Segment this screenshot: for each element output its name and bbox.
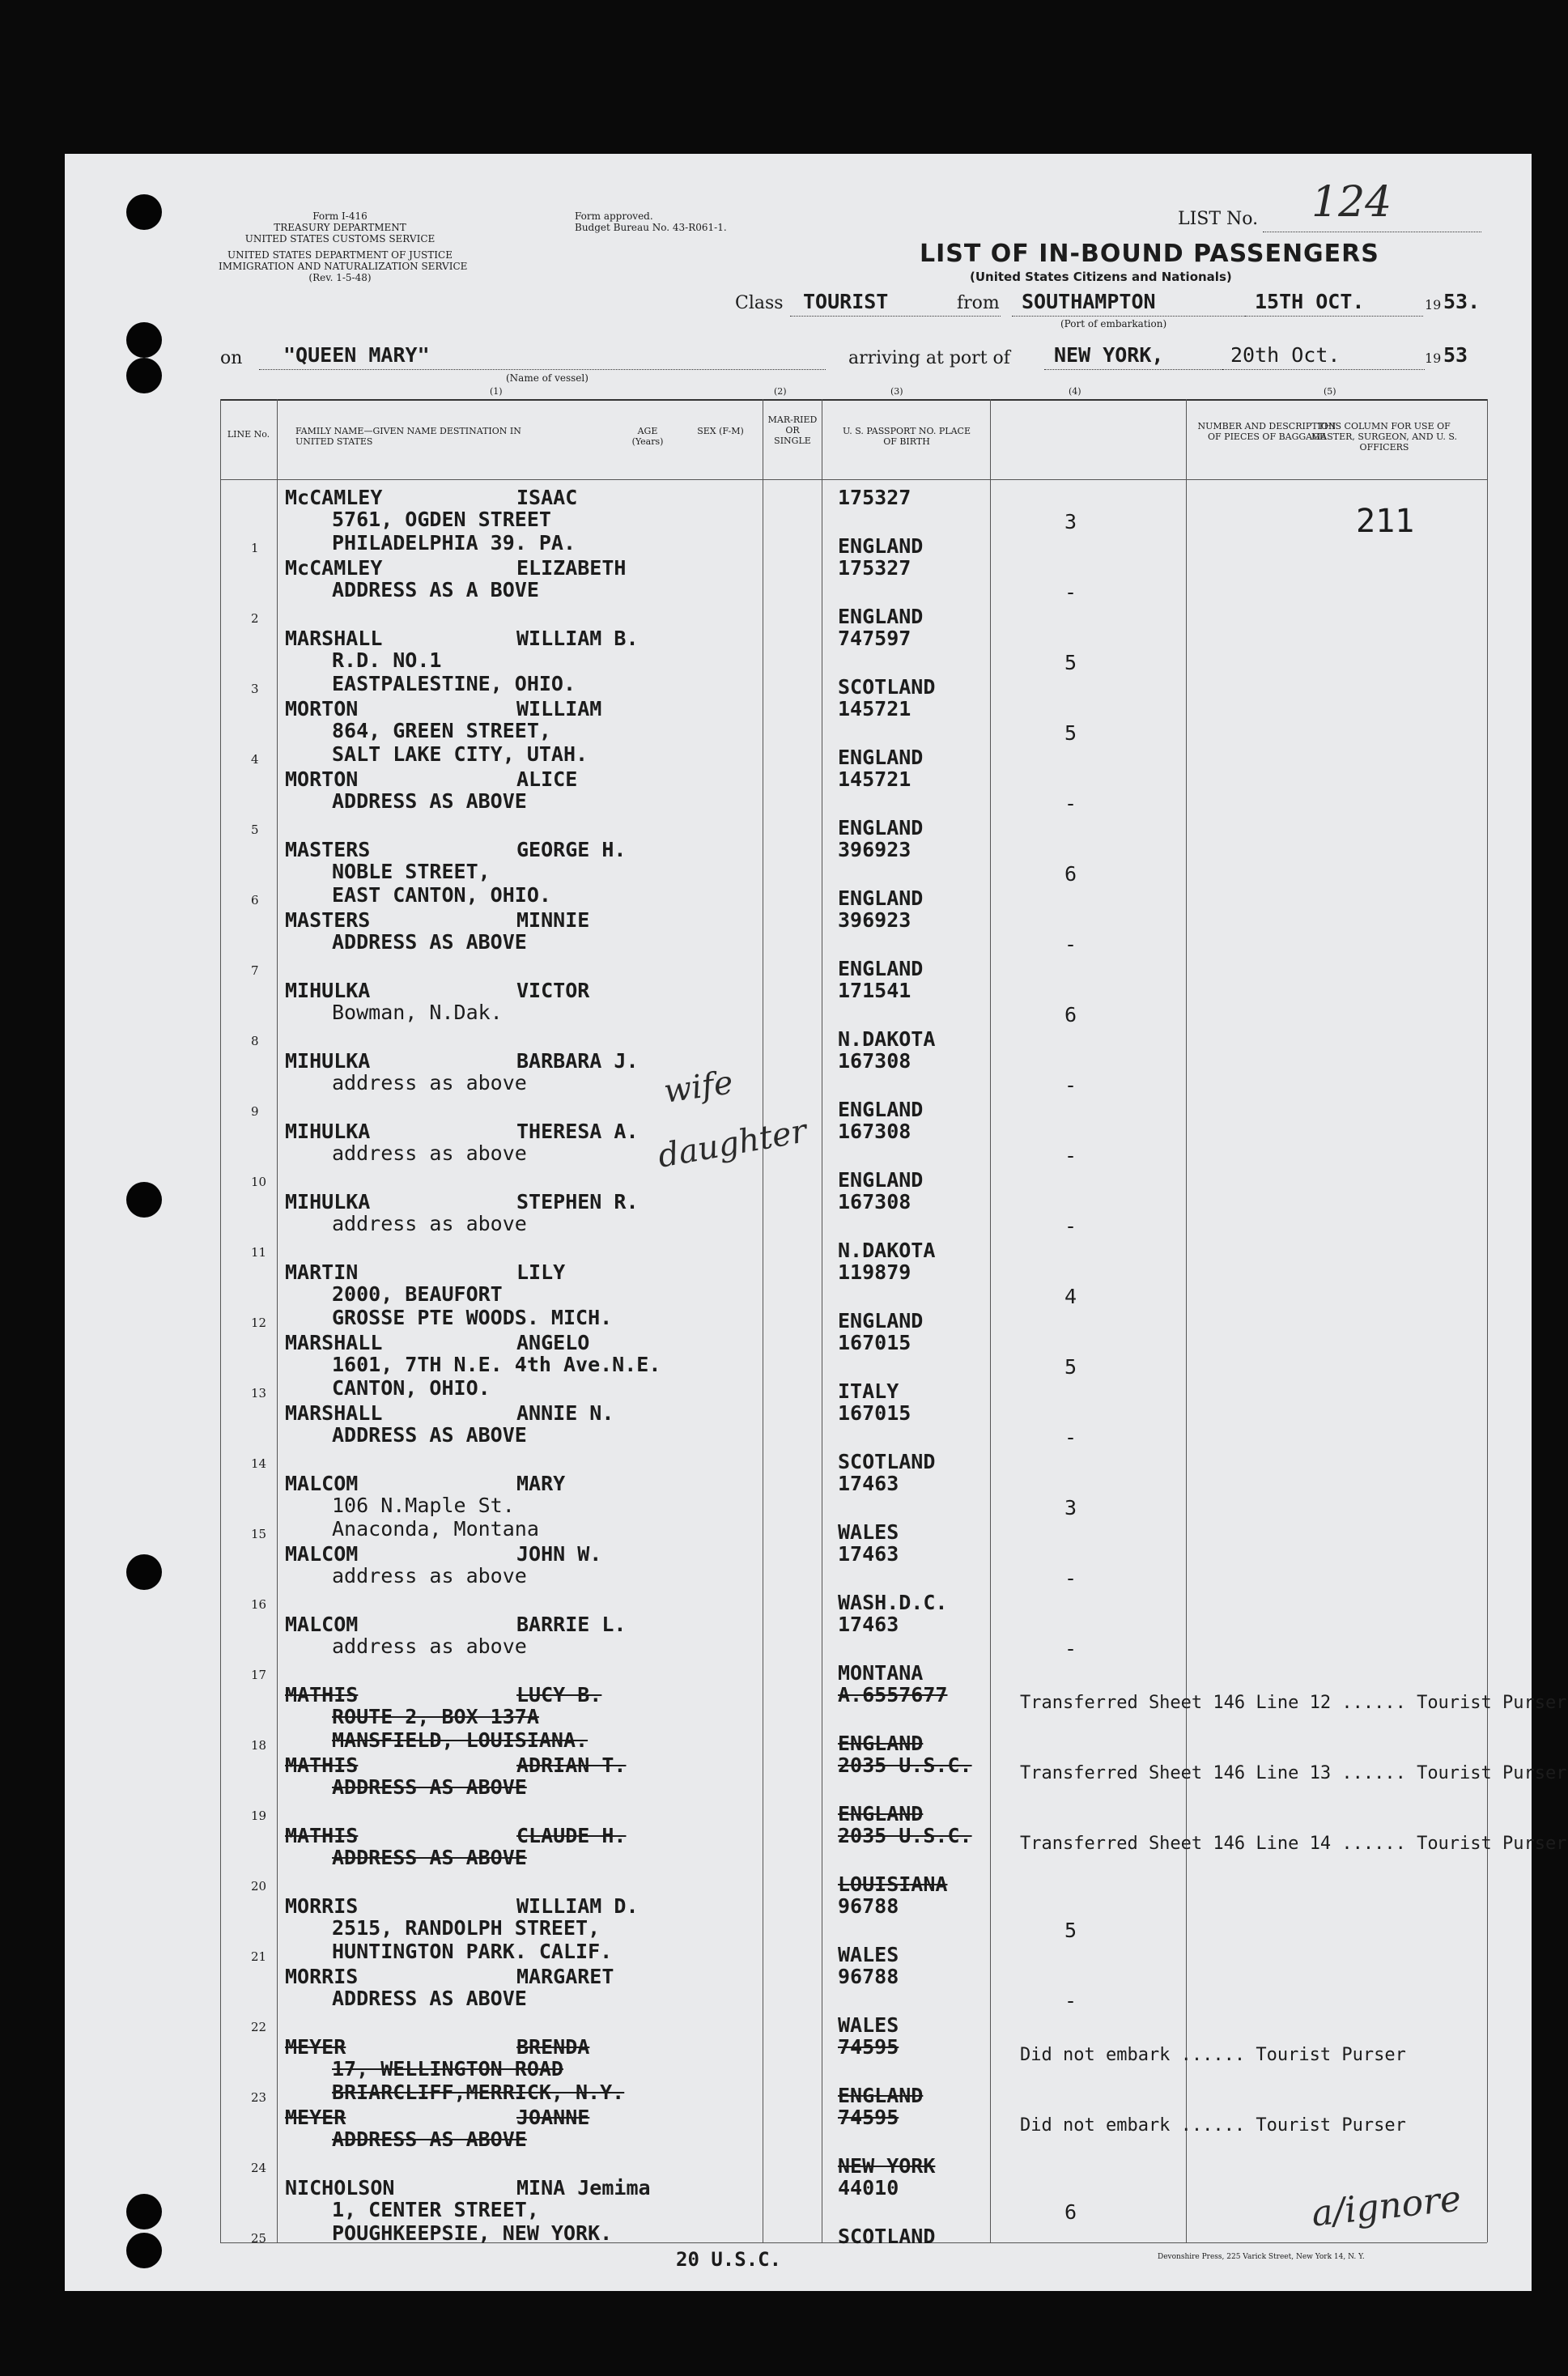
officer-note: Transferred Sheet 146 Line 14 ...... Tourist Purser [1020,1834,1567,1854]
address-line-1: ADDRESS AS ABOVE [332,2127,527,2151]
table-row [65,2176,1487,2246]
table-row [65,838,1487,908]
officer-note: Transferred Sheet 146 Line 12 ...... Tourist Purser [1020,1693,1567,1713]
address-line-1: 106 N.Maple St. [332,1494,515,1517]
baggage-count: 6 [1064,862,1077,886]
officer-note: Transferred Sheet 146 Line 13 ...... Tourist Purser [1020,1763,1567,1783]
passport-number: 145721 [838,697,911,720]
family-name: MASTERS [285,908,371,932]
passport-number: 167015 [838,1401,911,1425]
family-name: MARSHALL [285,627,383,650]
table-row [65,1542,1487,1613]
table-row [65,486,1487,556]
line-number: 23 [251,2090,267,2105]
binder-hole [126,322,162,358]
address-line-2: EAST CANTON, OHIO. [332,883,551,907]
passport-number: 167308 [838,1049,911,1073]
line-number: 18 [251,1738,267,1753]
line-number: 14 [251,1456,267,1471]
place-of-birth: ENGLAND [838,816,924,839]
family-name: MORTON [285,767,359,791]
given-name: BRENDA [516,2035,590,2059]
col-num-3: (3) [890,386,903,397]
address-line-2: BRIARCLIFF,MERRICK, N.Y. [332,2081,625,2104]
address-line-1: 5761, OGDEN STREET [332,508,551,531]
col-num-2: (2) [774,386,787,397]
given-name: THERESA A. [516,1120,639,1143]
officer-note: 211 [1356,503,1415,540]
passport-number: 396923 [838,838,911,861]
baggage-count: 6 [1064,2200,1077,2224]
baggage-count: 6 [1064,1003,1077,1026]
family-name: MORTON [285,697,359,720]
place-of-birth: N.DAKOTA [838,1239,936,1262]
baggage-count: - [1064,792,1077,815]
col-header-passport: U. S. PASSPORT NO. PLACE OF BIRTH [842,426,971,447]
baggage-count: - [1064,1566,1077,1590]
budget-approval: Form approved. Budget Bureau No. 43-R061-1. [575,210,727,233]
col-header-age: AGE (Years) [631,426,664,447]
address-line-1: ADDRESS AS ABOVE [332,1987,527,2010]
baggage-count: - [1064,1426,1077,1449]
table-row [65,627,1487,697]
given-name: ELIZABETH [516,556,627,580]
place-of-birth: ENGLAND [838,605,924,628]
place-of-birth: WALES [838,1943,899,1966]
baggage-count: 5 [1064,1355,1077,1379]
col-header-officers: THIS COLUMN FOR USE OF MASTER, SURGEON, AND U. S. OFFICERS [1311,421,1457,453]
passenger-manifest-sheet [65,154,1567,2291]
table-row [65,979,1487,1049]
family-name: MIHULKA [285,1120,371,1143]
passport-number: 167308 [838,1190,911,1214]
arriving-label: arriving at port of [848,348,1010,368]
given-name: MINA Jemima [516,2176,651,2200]
family-name: MIHULKA [285,1190,371,1214]
departure-year: 53. [1443,290,1481,313]
dep-year-prefix: 19 [1425,297,1442,312]
address-line-1: 2000, BEAUFORT [332,1282,503,1306]
address-line-1: Bowman, N.Dak. [332,1001,503,1024]
passport-number: 171541 [838,979,911,1002]
place-of-birth: N.DAKOTA [838,1027,936,1051]
family-name: MATHIS [285,1824,359,1847]
family-name: MATHIS [285,1753,359,1777]
baggage-count: 3 [1064,510,1077,533]
given-name: GEORGE H. [516,838,627,861]
passport-number: 175327 [838,486,911,509]
family-name: McCAMLEY [285,556,383,580]
given-name: MARGARET [516,1965,614,1988]
col-header-married: MAR-RIED OR SINGLE [767,414,818,446]
address-line-1: 2515, RANDOLPH STREET, [332,1916,601,1940]
given-name: BARBARA J. [516,1049,639,1073]
address-line-2: Anaconda, Montana [332,1517,539,1541]
address-line-1: ADDRESS AS ABOVE [332,789,527,813]
family-name: MASTERS [285,838,371,861]
passport-number: 74595 [838,2035,899,2059]
passport-number: 2035 U.S.C. [838,1753,972,1777]
arrival-year: 53 [1443,343,1468,367]
line-number: 20 [251,1879,267,1894]
place-of-birth: NEW YORK [838,2154,936,2178]
place-of-birth: MONTANA [838,1661,924,1685]
line-number: 19 [251,1809,267,1823]
given-name: CLAUDE H. [516,1824,627,1847]
address-line-1: ADDRESS AS ABOVE [332,1846,527,1869]
baggage-count: - [1064,1214,1077,1238]
given-name: VICTOR [516,979,590,1002]
address-line-1: address as above [332,1071,527,1094]
line-number: 12 [251,1316,267,1330]
address-line-2: HUNTINGTON PARK. CALIF. [332,1940,613,1963]
baggage-count: - [1064,933,1077,956]
address-line-1: NOBLE STREET, [332,860,491,883]
table-top-border [220,399,1487,401]
address-line-1: 17, WELLINGTON ROAD [332,2057,563,2081]
place-of-birth: ENGLAND [838,1732,924,1755]
binder-hole [126,194,162,230]
table-row [65,1401,1487,1472]
list-no-label: LIST No. [1178,209,1259,229]
col-header-baggage: NUMBER AND DESCRIPTION OF PIECES OF BAGGAGE [1197,421,1336,442]
place-of-birth: ENGLAND [838,1802,924,1826]
address-line-1: ADDRESS AS ABOVE [332,930,527,954]
address-line-1: R.D. NO.1 [332,648,442,672]
line-number: 16 [251,1597,267,1612]
family-name: McCAMLEY [285,486,383,509]
from-label: from [957,293,1000,313]
place-of-birth: ENGLAND [838,886,924,910]
baggage-count: - [1064,1144,1077,1167]
address-line-1: address as above [332,1564,527,1588]
passport-number: 167308 [838,1120,911,1143]
table-row [65,2106,1487,2176]
place-of-birth: WALES [838,1520,899,1544]
given-name: LUCY B. [516,1683,602,1707]
line-number: 3 [251,682,259,696]
address-line-1: ADDRESS AS ABOVE [332,1423,527,1447]
arr-year-prefix: 19 [1425,351,1442,366]
place-of-birth: WALES [838,2013,899,2037]
line-number: 15 [251,1527,267,1541]
embark-port: SOUTHAMPTON [1022,290,1156,313]
address-line-1: address as above [332,1634,527,1658]
family-name: MARSHALL [285,1331,383,1354]
address-line-2: PHILADELPHIA 39. PA. [332,531,576,555]
given-name: ISAAC [516,486,578,509]
line-number: 6 [251,893,259,907]
passport-number: 175327 [838,556,911,580]
line-number: 21 [251,1949,267,1964]
given-name: ANNIE N. [516,1401,614,1425]
address-line-2: GROSSE PTE WOODS. MICH. [332,1306,613,1329]
given-name: ADRIAN T. [516,1753,627,1777]
table-row [65,908,1487,979]
printer-credit: Devonshire Press, 225 Varick Street, New York 14, N. Y. [1158,2253,1365,2261]
address-line-1: 1601, 7TH N.E. 4th Ave.N.E. [332,1353,661,1376]
table-row [65,697,1487,767]
col-header-line-no: LINE No. [227,429,270,440]
arrival-port: NEW YORK, [1054,343,1164,367]
baggage-count: - [1064,1073,1077,1097]
line-number: 8 [251,1034,259,1048]
passport-number: 167015 [838,1331,911,1354]
table-header-border [220,479,1487,480]
family-name: MIHULKA [285,979,371,1002]
family-name: MALCOM [285,1613,359,1636]
passport-number: 119879 [838,1260,911,1284]
line-number: 24 [251,2161,267,2175]
table-row [65,1753,1567,1826]
given-name: WILLIAM B. [516,627,639,650]
table-row [65,1824,1567,1896]
table-row [65,1965,1487,2035]
passport-number: 145721 [838,767,911,791]
line-number: 1 [251,541,259,555]
handwritten-note: daughter [655,1112,810,1175]
address-line-1: 864, GREEN STREET, [332,719,551,742]
officer-note: Did not embark ...... Tourist Purser [1020,2045,1406,2065]
table-row [65,2035,1487,2106]
col-num-1: (1) [490,386,503,397]
passport-number: 747597 [838,627,911,650]
given-name: STEPHEN R. [516,1190,639,1214]
line-number: 7 [251,963,259,978]
address-line-1: address as above [332,1212,527,1235]
family-name: MIHULKA [285,1049,371,1073]
class-label: Class [735,293,784,313]
baggage-count: 5 [1064,651,1077,674]
line-number: 5 [251,822,259,837]
handwritten-note: wife [661,1064,736,1111]
family-name: MARSHALL [285,1401,383,1425]
table-row [65,1472,1487,1542]
family-name: NICHOLSON [285,2176,395,2200]
vessel-name: "QUEEN MARY" [283,343,430,367]
place-of-birth: ITALY [838,1379,899,1403]
baggage-count: 5 [1064,721,1077,745]
place-of-birth: ENGLAND [838,534,924,558]
address-line-1: 1, CENTER STREET, [332,2198,539,2221]
passport-number: 17463 [838,1613,899,1636]
table-row [65,1613,1487,1683]
baggage-count: - [1064,1637,1077,1660]
family-name: MALCOM [285,1542,359,1566]
family-name: MORRIS [285,1894,359,1918]
footer-stamp: 20 U.S.C. [676,2248,782,2271]
table-row [65,1049,1487,1120]
vessel-caption: (Name of vessel) [506,372,589,384]
family-name: MALCOM [285,1472,359,1495]
baggage-count: 5 [1064,1919,1077,1942]
given-name: MARY [516,1472,566,1495]
place-of-birth: ENGLAND [838,2084,924,2107]
baggage-count: 4 [1064,1285,1077,1308]
place-of-birth: ENGLAND [838,746,924,769]
baggage-count: 3 [1064,1496,1077,1520]
passport-number: 396923 [838,908,911,932]
col-header-sex: SEX (F-M) [697,426,744,436]
table-row [65,1260,1487,1331]
baggage-count: - [1064,1989,1077,2013]
address-line-2: POUGHKEEPSIE, NEW YORK. [332,2221,613,2245]
table-row [65,767,1487,838]
table-row [65,1331,1487,1401]
col-num-5: (5) [1324,386,1336,397]
passport-number: A.6557677 [838,1683,948,1707]
address-line-2: CANTON, OHIO. [332,1376,491,1400]
port-caption: (Port of embarkation) [1060,318,1167,329]
arrival-date: 20th Oct. [1230,343,1341,367]
given-name: WILLIAM D. [516,1894,639,1918]
on-label: on [220,348,243,368]
baggage-count: - [1064,580,1077,604]
given-name: JOHN W. [516,1542,602,1566]
address-line-1: ADDRESS AS A BOVE [332,578,539,601]
page-subtitle: (United States Citizens and Nationals) [970,270,1232,284]
given-name: ANGELO [516,1331,590,1354]
address-line-2: EASTPALESTINE, OHIO. [332,672,576,695]
line-number: 2 [251,611,259,626]
handwritten-note: a/ignore [1309,2178,1464,2235]
family-name: MATHIS [285,1683,359,1707]
line-number: 4 [251,752,259,767]
given-name: JOANNE [516,2106,590,2129]
family-name: MORRIS [285,1965,359,1988]
place-of-birth: ENGLAND [838,1309,924,1333]
given-name: BARRIE L. [516,1613,627,1636]
passport-number: 17463 [838,1542,899,1566]
table-row [65,556,1487,627]
passport-number: 2035 U.S.C. [838,1824,972,1847]
class-value: TOURIST [803,290,889,313]
given-name: WILLIAM [516,697,602,720]
address-line-1: ROUTE 2, BOX 137A [332,1705,539,1728]
family-name: MEYER [285,2035,346,2059]
place-of-birth: SCOTLAND [838,1450,936,1473]
place-of-birth: ENGLAND [838,1098,924,1121]
family-name: MEYER [285,2106,346,2129]
line-number: 13 [251,1386,267,1401]
departure-date: 15TH OCT. [1255,290,1365,313]
place-of-birth: WASH.D.C. [838,1591,948,1614]
col-num-4: (4) [1069,386,1081,397]
address-line-2: SALT LAKE CITY, UTAH. [332,742,589,766]
form-id-block: Form I-416 TREASURY DEPARTMENT UNITED STATES CUSTOMS SERVICE UNITED STATES DEPARTMENT OF JUSTICE IMMIGRATION AND NATURALIZATION SERVICE (Rev. 1-5-48) [219,210,468,283]
address-line-1: ADDRESS AS ABOVE [332,1775,527,1799]
page-title: LIST OF IN-BOUND PASSENGERS [920,240,1379,268]
table-row [65,1894,1487,1965]
passport-number: 44010 [838,2176,899,2200]
address-line-1: address as above [332,1141,527,1165]
line-number: 17 [251,1668,267,1682]
line-number: 9 [251,1104,259,1119]
given-name: LILY [516,1260,566,1284]
line-number: 25 [251,2231,267,2246]
passport-number: 96788 [838,1894,899,1918]
col-header-name: FAMILY NAME—GIVEN NAME DESTINATION IN UNITED STATES [295,426,521,447]
family-name: MARTIN [285,1260,359,1284]
table-row [65,1190,1487,1260]
binder-hole [126,358,162,393]
line-number: 22 [251,2020,267,2034]
given-name: MINNIE [516,908,590,932]
table-row [65,1683,1567,1755]
list-no-value: 124 [1311,178,1392,227]
passport-number: 74595 [838,2106,899,2129]
place-of-birth: ENGLAND [838,957,924,980]
line-number: 11 [251,1245,267,1260]
passport-number: 17463 [838,1472,899,1495]
officer-note: Did not embark ...... Tourist Purser [1020,2115,1406,2136]
place-of-birth: ENGLAND [838,1168,924,1192]
place-of-birth: SCOTLAND [838,675,936,699]
place-of-birth: LOUISIANA [838,1872,948,1896]
passport-number: 96788 [838,1965,899,1988]
line-number: 10 [251,1175,267,1189]
given-name: ALICE [516,767,578,791]
address-line-2: MANSFIELD, LOUISIANA. [332,1728,589,1752]
place-of-birth: SCOTLAND [838,2225,936,2248]
